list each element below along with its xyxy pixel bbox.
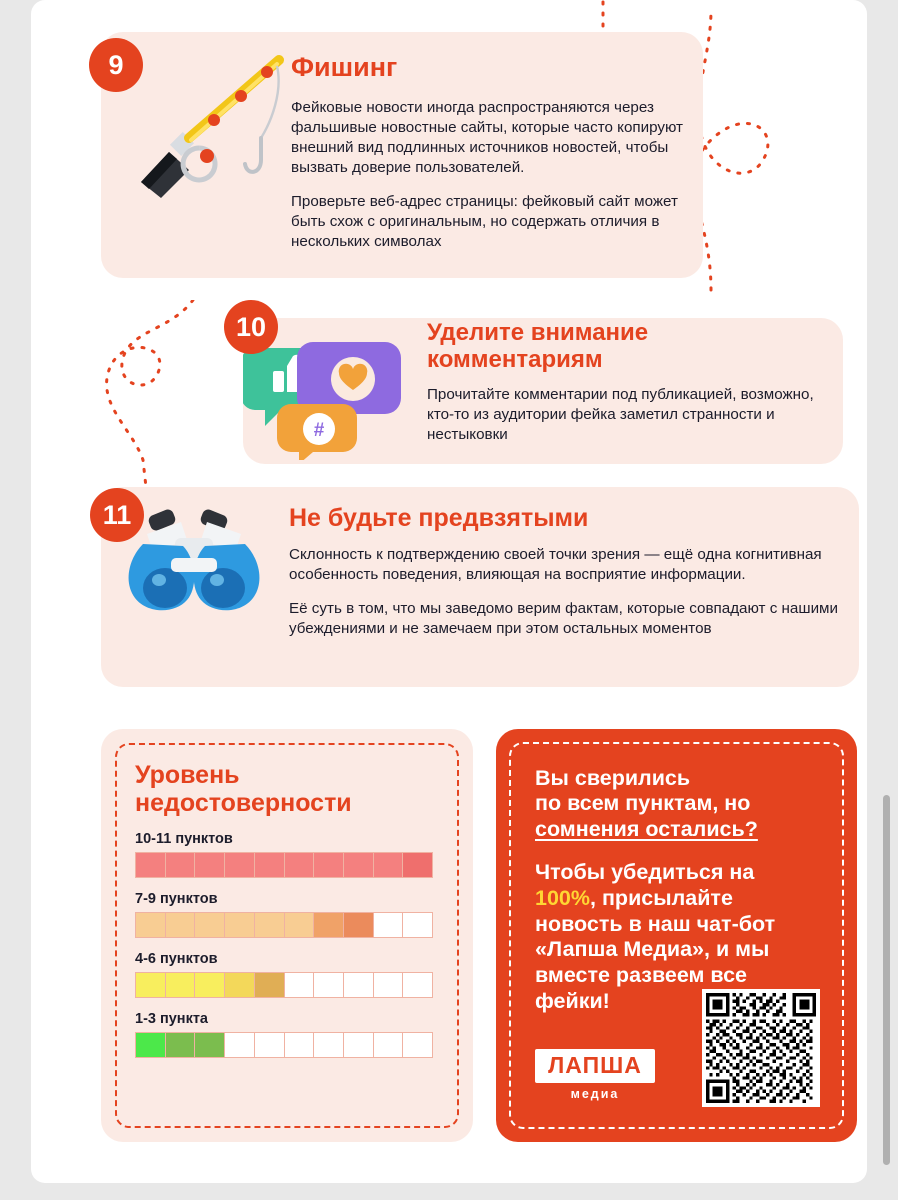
card-comments-title: Уделите внимание комментариям (427, 319, 649, 373)
cta-card (496, 729, 857, 1142)
level-card-title: Уровень недостоверности (135, 761, 352, 817)
card-bias-paragraph-1: Склонность к подтверждению своей точки зрения — ещё одна когнитивная особенность поведения, влияющая на восприятие информации. (289, 546, 822, 584)
level-label-10-11: 10-11 пунктов (135, 831, 233, 847)
level-row-7-9 (135, 891, 439, 938)
card-number-11-label: 11 (102, 499, 132, 530)
lapsha-media-logo (535, 1049, 655, 1101)
card-bias-text (289, 545, 851, 639)
svg-text:#: # (313, 420, 325, 441)
qr-code-icon[interactable] (702, 989, 820, 1107)
level-bar-7-9 (135, 912, 433, 938)
card-fishing-paragraph-1: Фейковые новости иногда распространяются через фальшивые новостные сайты, которые часто копируют внешний вид подлинных источников новостей, чтобы вызвать доверие пользователей. (291, 99, 684, 177)
cta-body-before: Чтобы убедиться на (535, 860, 755, 885)
card-comments-paragraph-1: Прочитайте комментарии под публикацией, возможно, кто-то из аудитории фейка заметил странности и нестыковки (427, 386, 814, 444)
level-card-inner (115, 743, 459, 1128)
level-label-4-6: 4-6 пунктов (135, 951, 218, 967)
card-fishing-text (291, 98, 683, 252)
card-fishing-title: Фишинг (291, 52, 398, 82)
level-label-7-9: 7-9 пунктов (135, 891, 218, 907)
level-bar-1-3 (135, 1032, 433, 1058)
cta-heading-line-1: Вы сверились (535, 766, 691, 790)
cta-heading-line-3: сомнения остались? (535, 816, 758, 841)
dotted-path-left (81, 300, 211, 500)
cta-card-inner (509, 742, 844, 1129)
level-row-10-11 (135, 831, 439, 878)
logo-wordmark: ЛАПША (535, 1049, 655, 1083)
card-number-9-label: 9 (108, 49, 124, 80)
card-fishing-paragraph-2: Проверьте веб-адрес страницы: фейковый сайт может быть схож с оригинальным, но содержать отличия в нескольких символах (291, 193, 678, 251)
speech-bubbles-icon (243, 330, 413, 460)
cta-body-highlight: 100% (535, 885, 590, 910)
level-bar-10-11 (135, 852, 433, 878)
level-row-1-3 (135, 1011, 439, 1058)
level-bar-4-6 (135, 972, 433, 998)
page-scrollbar[interactable] (883, 795, 890, 1165)
level-label-1-3: 1-3 пункта (135, 1011, 208, 1027)
card-number-11 (90, 488, 144, 542)
card-bias-paragraph-2: Её суть в том, что мы заведомо верим фактам, которые совпадают с нашими убеждениями и не замечаем при этом остальных моментов (289, 600, 838, 638)
document-sheet (31, 0, 867, 1183)
card-number-10-label: 10 (235, 311, 267, 342)
cta-body-after: , присылайте новость в наш чат-бот «Лапша Медиа», и мы вместе развеем все фейки! (535, 885, 776, 1014)
cta-heading-line-2: по всем пунктам, но (535, 791, 751, 816)
card-comments-text (427, 385, 827, 445)
logo-subtitle: медиа (570, 1087, 620, 1101)
card-bias-title: Не будьте предвзятыми (289, 504, 589, 532)
card-number-10 (224, 300, 278, 354)
cta-heading (535, 766, 818, 842)
level-row-4-6 (135, 951, 439, 998)
card-number-9 (89, 38, 143, 92)
level-card (101, 729, 473, 1142)
